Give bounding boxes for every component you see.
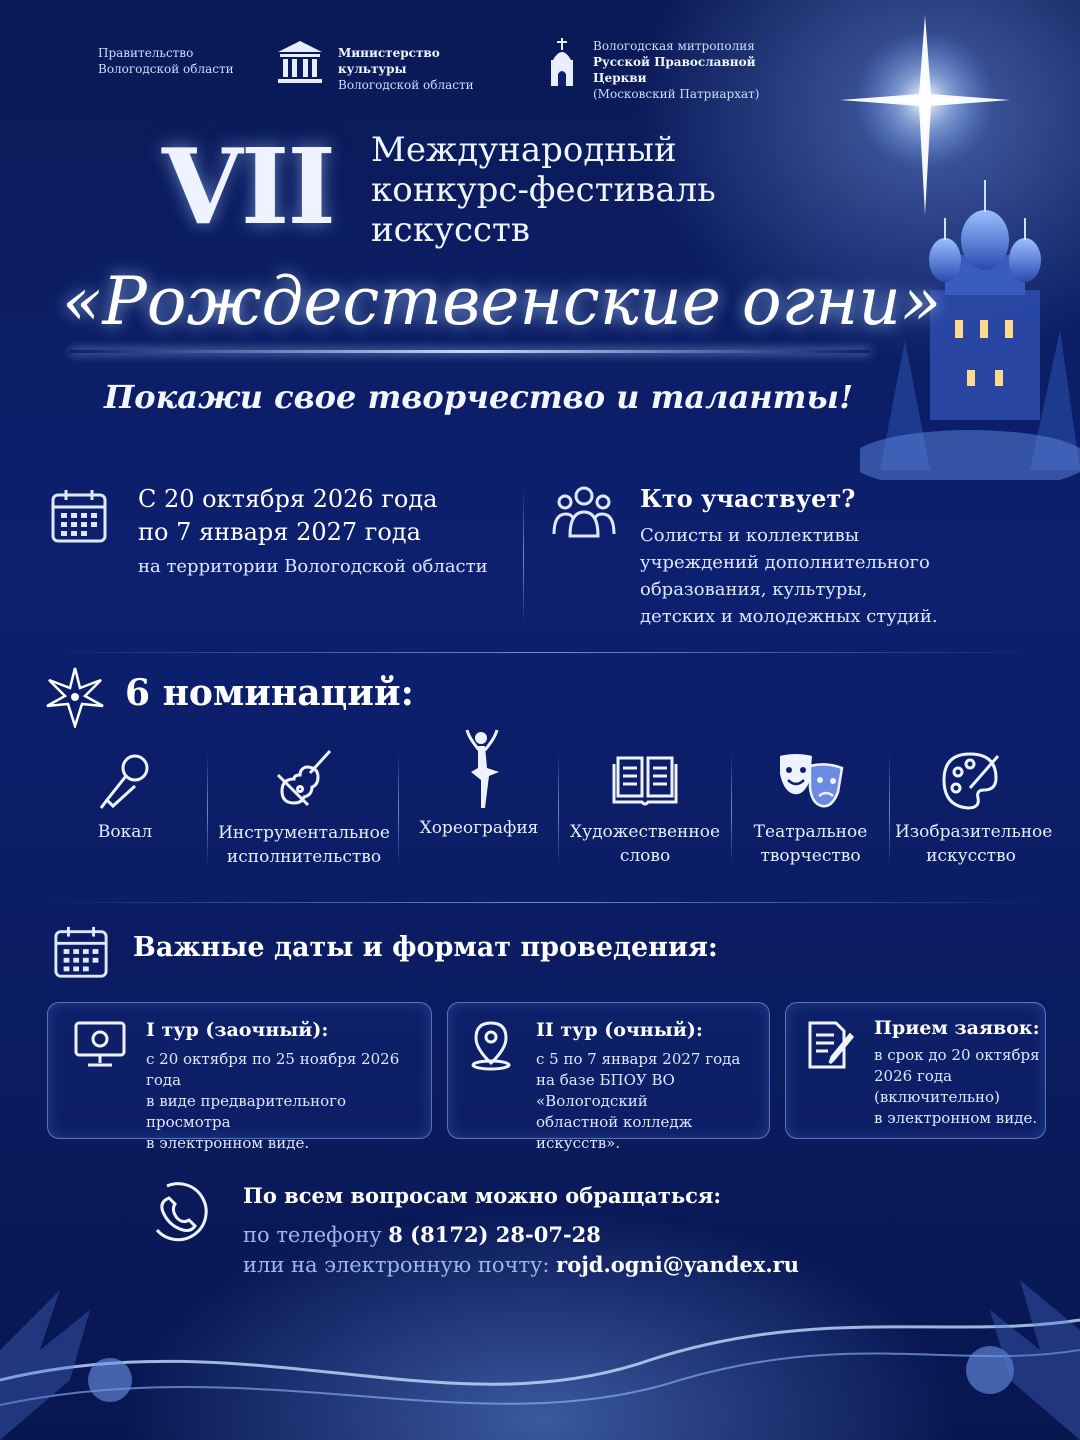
round2-title: II тур (очный): <box>536 1019 703 1041</box>
subtitle-line-2: конкурс-фестиваль <box>371 170 716 210</box>
calendar-icon <box>50 487 108 545</box>
nomination-theatre-label-2: творчество <box>760 846 861 866</box>
phone-icon <box>147 1180 215 1244</box>
info-divider <box>523 487 524 627</box>
nomination-vocal-label-1: Вокал <box>97 822 153 842</box>
nomination-fine-art <box>895 750 1053 868</box>
edition-numeral: VII <box>162 125 334 248</box>
slogan: Покажи свое творчество и таланты! <box>104 378 854 416</box>
applications-line-2: 2026 года <box>874 1067 953 1085</box>
festival-dates <box>138 483 488 580</box>
applications-title: Прием заявок: <box>874 1017 1040 1039</box>
nomination-choreography-label-1: Хореография <box>419 818 539 838</box>
monitor-icon <box>74 1021 126 1069</box>
group-people-icon <box>552 484 616 542</box>
contacts <box>243 1183 799 1280</box>
participants-line-3: образования, культуры, <box>640 579 868 600</box>
round1-line-3: в электронном виде. <box>146 1134 310 1152</box>
microphone-icon <box>95 750 155 812</box>
phone-number[interactable]: 8 (8172) 28-07-28 <box>388 1222 601 1247</box>
eight-point-star-icon <box>45 666 105 728</box>
open-book-icon <box>612 750 678 812</box>
email-address[interactable]: rojd.ogni@yandex.ru <box>556 1252 800 1277</box>
festival-name: «Рождественские огни» <box>62 263 942 340</box>
section-divider-2 <box>40 902 1045 903</box>
dates-line-2: по 7 января 2027 года <box>138 518 421 546</box>
nomination-divider-5 <box>889 752 890 867</box>
nomination-instrumental <box>215 745 393 869</box>
nomination-instrumental-label-1: Инструментальное <box>218 823 390 843</box>
ministry-building-icon <box>275 38 325 86</box>
schedule-card-applications <box>785 1002 1046 1139</box>
subtitle-line-1: Международный <box>371 130 677 170</box>
nomination-artistic-word <box>565 750 725 868</box>
participants-line-2: учреждений дополнительного <box>640 552 930 573</box>
applications-line-1: в срок до 20 октября <box>874 1046 1040 1064</box>
nomination-theatre-label-1: Театральное <box>753 822 868 842</box>
round1-line-1: с 20 октября по 25 ноября 2026 года <box>146 1050 400 1089</box>
subtitle-line-3: искусств <box>371 210 530 250</box>
contacts-phone-line <box>243 1220 799 1250</box>
org-ministry-line1: Министерство культуры <box>338 46 440 76</box>
title-underline <box>70 350 870 353</box>
document-pen-icon <box>806 1019 856 1071</box>
nomination-choreography <box>405 728 553 840</box>
org-government-line2: Вологодской области <box>98 62 234 76</box>
nominations-heading: 6 номинаций: <box>125 672 414 714</box>
nomination-divider-2 <box>398 752 399 867</box>
org-metropolis-line1: Вологодская митрополия <box>593 39 755 53</box>
section-divider-1 <box>40 652 1045 653</box>
schedule-card-round2 <box>447 1002 770 1152</box>
church-logo-icon <box>543 36 581 88</box>
org-metropolis-line3: (Московский Патриархат) <box>593 87 760 101</box>
round2-line-3: областной колледж искусств». <box>536 1113 693 1152</box>
contacts-email-line <box>243 1250 799 1280</box>
applications-line-3: (включительно) <box>874 1088 1000 1106</box>
participants-line-4: детских и молодежных студий. <box>640 606 938 627</box>
nomination-fine-art-label-2: искусство <box>926 846 1016 866</box>
dates-line-1: С 20 октября 2026 года <box>138 485 438 513</box>
schedule-card-round1 <box>47 1002 432 1152</box>
round1-title: I тур (заочный): <box>146 1019 329 1041</box>
nomination-instrumental-label-2: исполнительство <box>226 847 382 867</box>
nomination-fine-art-label-1: Изобразительное <box>895 822 1053 842</box>
participants <box>640 484 938 630</box>
round2-line-1: с 5 по 7 января 2027 года <box>536 1050 741 1068</box>
ballerina-icon <box>449 728 509 812</box>
contacts-heading: По всем вопросам можно обращаться: <box>243 1183 722 1208</box>
org-ministry-line2: Вологодской области <box>338 78 474 92</box>
nomination-theatre <box>738 750 883 868</box>
nomination-artistic-word-label-2: слово <box>619 846 671 866</box>
palette-icon <box>940 750 1002 812</box>
schedule-calendar-icon <box>53 924 109 980</box>
phone-prefix: по телефону <box>243 1223 389 1247</box>
participants-heading: Кто участвует? <box>640 484 856 513</box>
applications-line-4: в электронном виде. <box>874 1109 1038 1127</box>
festival-subtitle <box>371 130 716 250</box>
round1-line-2: в виде предварительного просмотра <box>146 1092 347 1131</box>
nomination-divider-4 <box>731 752 732 867</box>
location-pin-icon <box>468 1019 514 1071</box>
org-metropolis <box>593 38 813 102</box>
nomination-divider-1 <box>207 752 208 867</box>
participants-line-1: Солисты и коллективы <box>640 525 860 546</box>
nomination-divider-3 <box>558 752 559 867</box>
email-prefix: или на электронную почту: <box>243 1253 557 1277</box>
org-government-line1: Правительство <box>98 46 194 60</box>
violin-icon <box>272 745 336 811</box>
nomination-artistic-word-label-1: Художественное <box>569 822 721 842</box>
round2-line-2: на базе БПОУ ВО «Вологодский <box>536 1071 675 1110</box>
theatre-masks-icon <box>776 750 846 812</box>
org-metropolis-line2: Русской Православной Церкви <box>593 55 756 85</box>
org-ministry <box>338 45 508 93</box>
nomination-vocal <box>55 750 195 844</box>
schedule-heading: Важные даты и формат проведения: <box>133 932 718 963</box>
dates-place: на территории Вологодской области <box>138 556 488 577</box>
org-government <box>98 45 248 77</box>
